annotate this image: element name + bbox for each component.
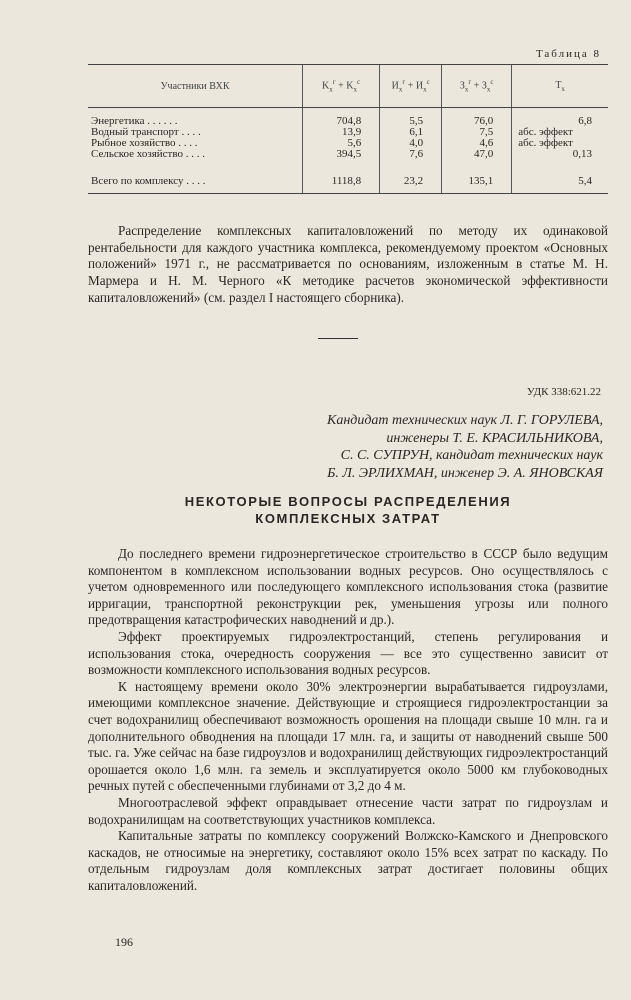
body-paragraph: Многоотраслевой эффект оправдывает отнесение части затрат по гидроузлам и водохранилищам на соответствующих участников комплекса.	[88, 794, 608, 827]
title-line: КОМПЛЕКСНЫХ ЗАТРАТ	[255, 511, 441, 526]
table-row	[88, 149, 608, 160]
header-kk: $K_x^г + K_x^с$	[303, 65, 380, 108]
total-t: 5,4	[512, 176, 608, 187]
row-t: 6,8	[512, 116, 608, 127]
row-t: абс. эффект	[512, 138, 608, 149]
page-number: 196	[115, 935, 133, 949]
paragraph-distribution-note: Распределение комплексных капиталовложений по методу их одинаковой рентабельности для каждого участника комплекса, рекомендуемому проектом «Основных положений» 1971 г., не рассматривается по основаниям, изложенным в статье М. Н. Мармера и Н. М. Черного «К методике расчетов экономической эффективности капиталовложений» (см. раздел I настоящего сборника).	[88, 223, 608, 305]
total-zz: 135,1	[442, 176, 512, 187]
header-ii: $И_x^г + И_x^с$	[380, 65, 442, 108]
row-kk: 704,8	[303, 116, 380, 127]
table-caption: Таблица 8	[535, 48, 601, 60]
row-ii: 6,1	[380, 127, 442, 138]
row-ii: 7,6	[380, 149, 442, 160]
header-zz: $З_x^г + З_x^с$	[442, 65, 512, 108]
row-name: Сельское хозяйство . . . .	[91, 148, 205, 160]
udk-code: УДК 338:621.22	[526, 386, 601, 398]
author-line: инженеры Т. Е. КРАСИЛЬНИКОВА,	[386, 430, 603, 446]
row-name: Энергетика . . . . . .	[91, 115, 178, 127]
row-t: 0,13	[512, 149, 608, 160]
author-line: Б. Л. ЭРЛИХМАН, инженер Э. А. ЯНОВСКАЯ	[327, 465, 603, 481]
table-header-row	[88, 65, 608, 108]
author-line: Кандидат технических наук Л. Г. ГОРУЛЕВА,	[327, 413, 603, 428]
body-paragraph: До последнего времени гидроэнергетическое строительство в СССР было ведущим компонентом в комплексном использовании водных ресурсов. Оно осуществлялось с учетом одновременного или последующего комплексного использования стока (развитие ирригации, транспортной реконструкции рек, уменьшения угрозы или полного предотвращения катастрофических наводнений и др.).	[88, 546, 608, 628]
row-ii: 4,0	[380, 138, 442, 149]
total-kk: 1118,8	[303, 176, 380, 187]
section-divider	[318, 338, 358, 339]
row-kk: 394,5	[303, 149, 380, 160]
authors-block	[327, 412, 603, 482]
row-name: Водный транспорт . . . .	[91, 126, 201, 138]
row-ii: 5,5	[380, 116, 442, 127]
header-t: $T_x$	[512, 65, 608, 108]
header-participants: Участники ВХК	[88, 65, 303, 108]
row-kk: 5,6	[303, 138, 380, 149]
row-zz: 4,6	[442, 138, 512, 149]
row-t: абс. эффект	[512, 127, 608, 138]
total-ii: 23,2	[380, 176, 442, 187]
article-title	[88, 493, 608, 527]
row-kk: 13,9	[303, 127, 380, 138]
row-name: Рыбное хозяйство . . . .	[91, 137, 198, 149]
row-zz: 76,0	[442, 116, 512, 127]
article-body	[88, 546, 608, 894]
total-name: Всего по комплексу . . . .	[91, 175, 206, 187]
body-paragraph: К настоящему времени около 30% электроэнергии вырабатывается гидроузлами, имеющими комплексное значение. Действующие и строящиеся гидроэлектростанции за счет водохранилищ обеспечивают возможность орошения на площади свыше 10 млн. га и дополнительного обводнения на площади 17 млн. га, и защиты от наводнений свыше 500 тыс. га. Уже сейчас на базе гидроузлов и водохранилищ действующих гидроэлектростанций орошается около 1,6 млн. га земель и эксплуатируется около 5000 км глубоководных речных путей с обеспеченными глубинами от 3,2 до 4 м.	[88, 678, 608, 794]
table-total-row	[88, 176, 608, 187]
author-line: С. С. СУПРУН, кандидат технических наук	[340, 448, 603, 463]
row-zz: 7,5	[442, 127, 512, 138]
body-paragraph: Капитальные затраты по комплексу сооружений Волжско-Камского и Днепровского каскадов, не относимые на энергетику, составляют около 15% всех затрат по каскаду. По отдельным гидроузлам доля комплексных затрат достигает половины общих капиталовложений.	[88, 828, 608, 893]
table-8	[88, 64, 608, 194]
row-zz: 47,0	[442, 149, 512, 160]
body-paragraph: Эффект проектируемых гидроэлектростанций, степень регулирования и использования стока, очередность сооружения — все это существенно зависит от возможности комплексного использования водных ресурсов.	[88, 628, 608, 678]
title-line: НЕКОТОРЫЕ ВОПРОСЫ РАСПРЕДЕЛЕНИЯ	[184, 494, 512, 509]
